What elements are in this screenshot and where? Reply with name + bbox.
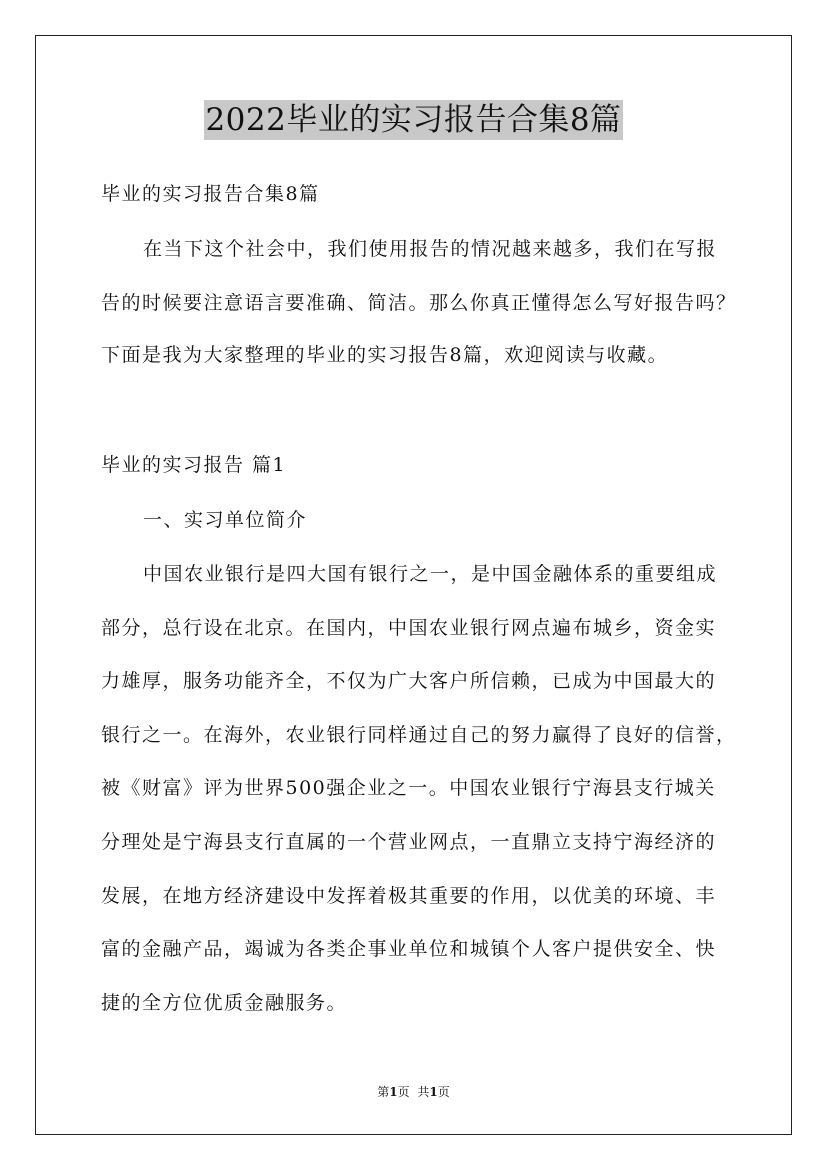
body-line: 富的金融产品，竭诚为各类企事业单位和城镇个人客户提供安全、快 bbox=[101, 938, 717, 960]
page-suffix: 页 bbox=[397, 1085, 410, 1099]
intro-line: 告的时候要注意语言要准确、简洁。那么你真正懂得怎么写好报告吗？ bbox=[101, 292, 737, 314]
intro-line: 下面是我为大家整理的毕业的实习报告8篇，欢迎阅读与收藏。 bbox=[101, 344, 669, 366]
body-line: 部分，总行设在北京。在国内，中国农业银行网点遍布城乡，资金实 bbox=[101, 617, 717, 639]
title-container bbox=[0, 100, 827, 140]
page-footer bbox=[0, 1084, 827, 1100]
body-line: 发展，在地方经济建设中发挥着极其重要的作用，以优美的环境、丰 bbox=[101, 885, 717, 907]
total-page-number: 1 bbox=[429, 1085, 438, 1099]
body-line: 分理处是宁海县支行直属的一个营业网点，一直鼎立支持宁海经济的 bbox=[101, 831, 717, 853]
current-page-number: 1 bbox=[389, 1085, 398, 1099]
body-line: 力雄厚，服务功能齐全，不仅为广大客户所信赖，已成为中国最大的 bbox=[101, 670, 717, 692]
intro-line: 在当下这个社会中，我们使用报告的情况越来越多，我们在写报 bbox=[143, 238, 718, 260]
subsection-heading: 一、实习单位简介 bbox=[143, 509, 308, 531]
body-line: 中国农业银行是四大国有银行之一，是中国金融体系的重要组成 bbox=[143, 563, 718, 585]
document-subtitle: 毕业的实习报告合集8篇 bbox=[101, 183, 320, 205]
section-heading: 毕业的实习报告 篇1 bbox=[101, 454, 287, 476]
total-prefix: 共 bbox=[417, 1085, 430, 1099]
document-title: 2022毕业的实习报告合集8篇 bbox=[205, 102, 622, 138]
body-line: 被《财富》评为世界500强企业之一。中国农业银行宁海县支行城关 bbox=[101, 777, 716, 799]
page-prefix: 第 bbox=[377, 1085, 390, 1099]
body-line: 捷的全方位优质金融服务。 bbox=[101, 992, 348, 1014]
total-suffix: 页 bbox=[437, 1085, 450, 1099]
body-line: 银行之一。在海外，农业银行同样通过自己的努力赢得了良好的信誉， bbox=[101, 724, 737, 746]
